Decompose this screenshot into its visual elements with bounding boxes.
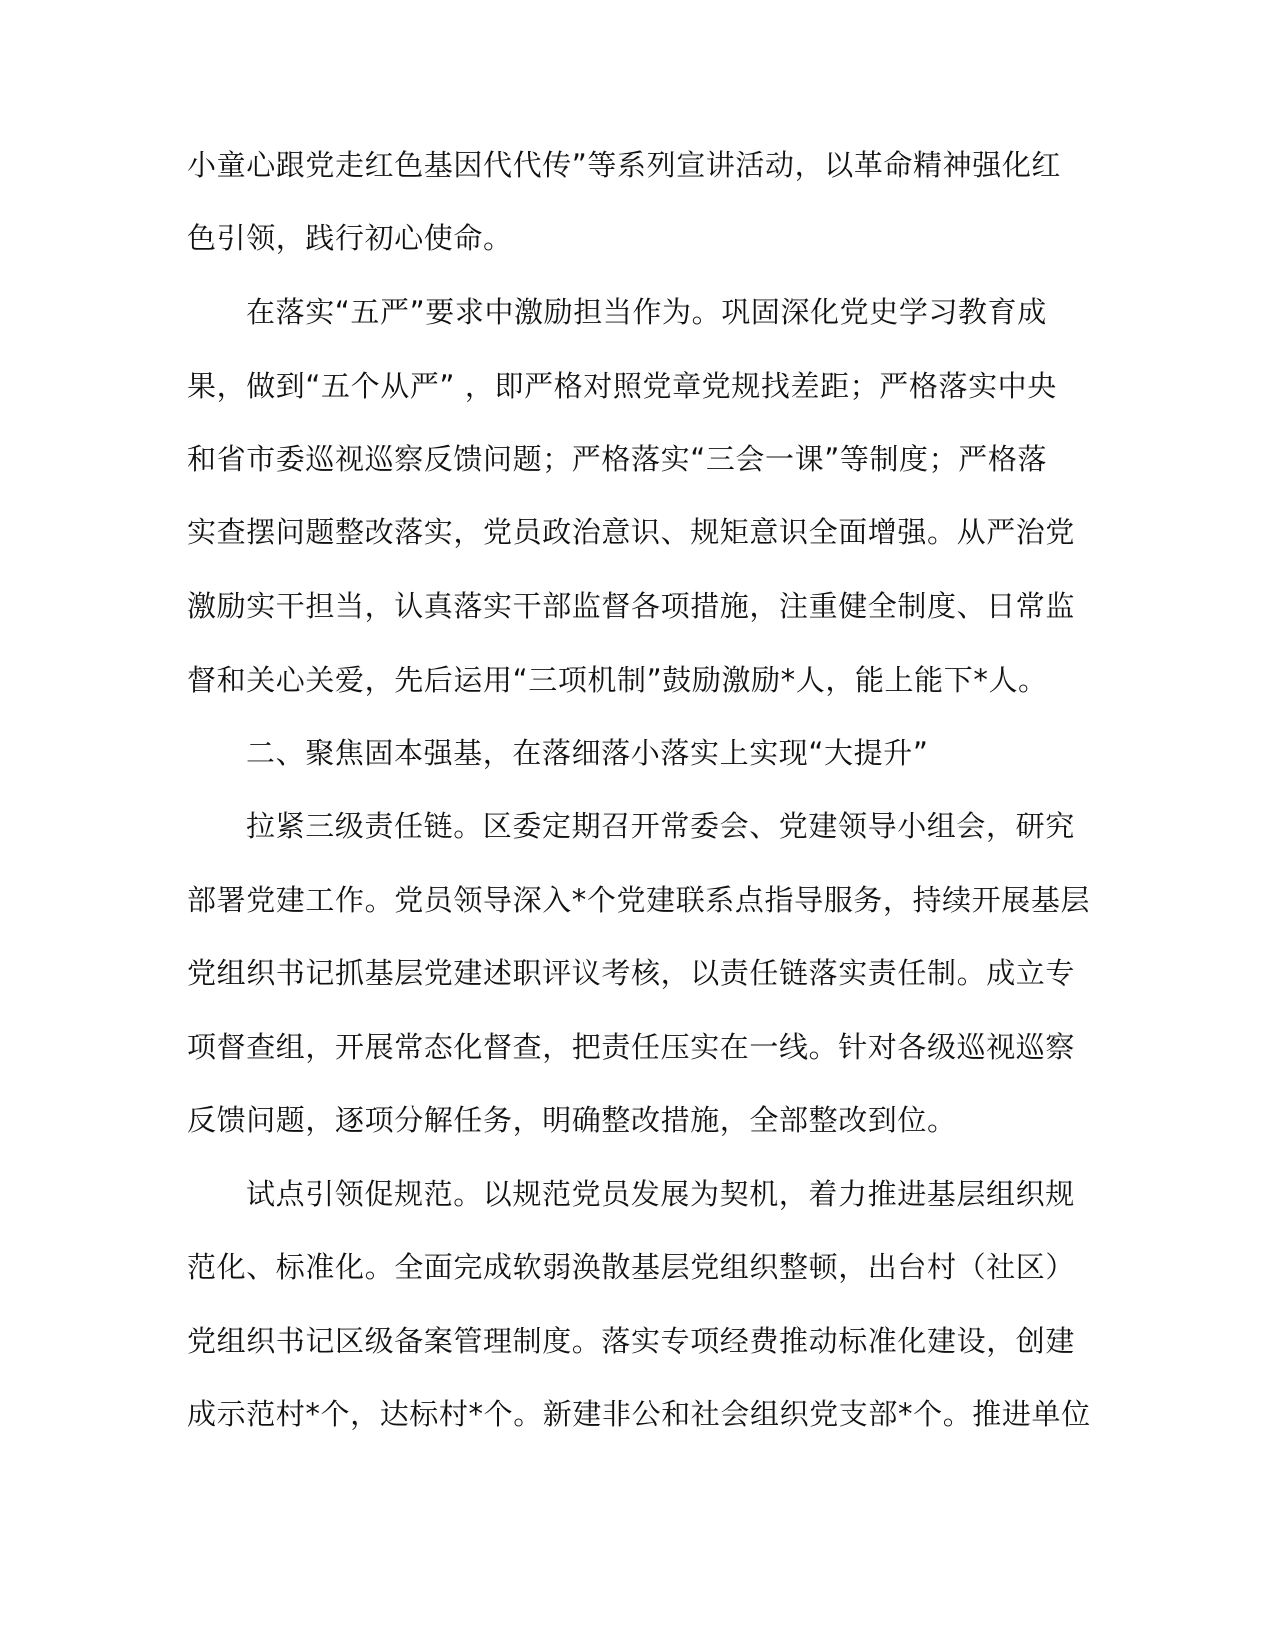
text-line: 果，做到“五个从严” ，即严格对照党章党规找差距；严格落实中央 — [187, 369, 1057, 403]
paragraph-start-line: 在落实“五严”要求中激励担当作为。巩固深化党史学习教育成 — [246, 295, 1047, 329]
text-line: 范化、标准化。全面完成软弱涣散基层党组织整顿，出台村（社区） — [187, 1250, 1076, 1284]
text-line: 反馈问题，逐项分解任务，明确整改措施，全部整改到位。 — [187, 1103, 957, 1137]
section-heading: 二、聚焦固本强基，在落细落小落实上实现“大提升” — [246, 736, 929, 770]
text-line: 党组织书记区级备案管理制度。落实专项经费推动标准化建设，创建 — [187, 1324, 1076, 1358]
paragraph-start-line: 拉紧三级责任链。区委定期召开常委会、党建领导小组会，研究 — [246, 809, 1075, 843]
text-line: 党组织书记抓基层党建述职评议考核，以责任链落实责任制。成立专 — [187, 956, 1076, 990]
text-line: 成示范村*个，达标村*个。新建非公和社会组织党支部*个。推进单位 — [187, 1397, 1091, 1431]
text-line: 和省市委巡视巡察反馈问题；严格落实“三会一课”等制度；严格落 — [187, 442, 1048, 476]
text-line: 部署党建工作。党员领导深入*个党建联系点指导服务，持续开展基层 — [187, 883, 1091, 917]
text-line: 激励实干担当，认真落实干部监督各项措施，注重健全制度、日常监 — [187, 589, 1076, 623]
text-line: 项督查组，开展常态化督查，把责任压实在一线。针对各级巡视巡察 — [187, 1030, 1076, 1064]
text-line: 色引领，践行初心使命。 — [187, 221, 513, 255]
paragraph-start-line: 试点引领促规范。以规范党员发展为契机，着力推进基层组织规 — [246, 1177, 1075, 1211]
text-line: 实查摆问题整改落实，党员政治意识、规矩意识全面增强。从严治党 — [187, 515, 1076, 549]
text-line: 督和关心关爱，先后运用“三项机制”鼓励激励*人，能上能下*人。 — [187, 663, 1048, 697]
text-line: 小童心跟党走红色基因代代传”等系列宣讲活动，以革命精神强化红 — [187, 148, 1062, 182]
